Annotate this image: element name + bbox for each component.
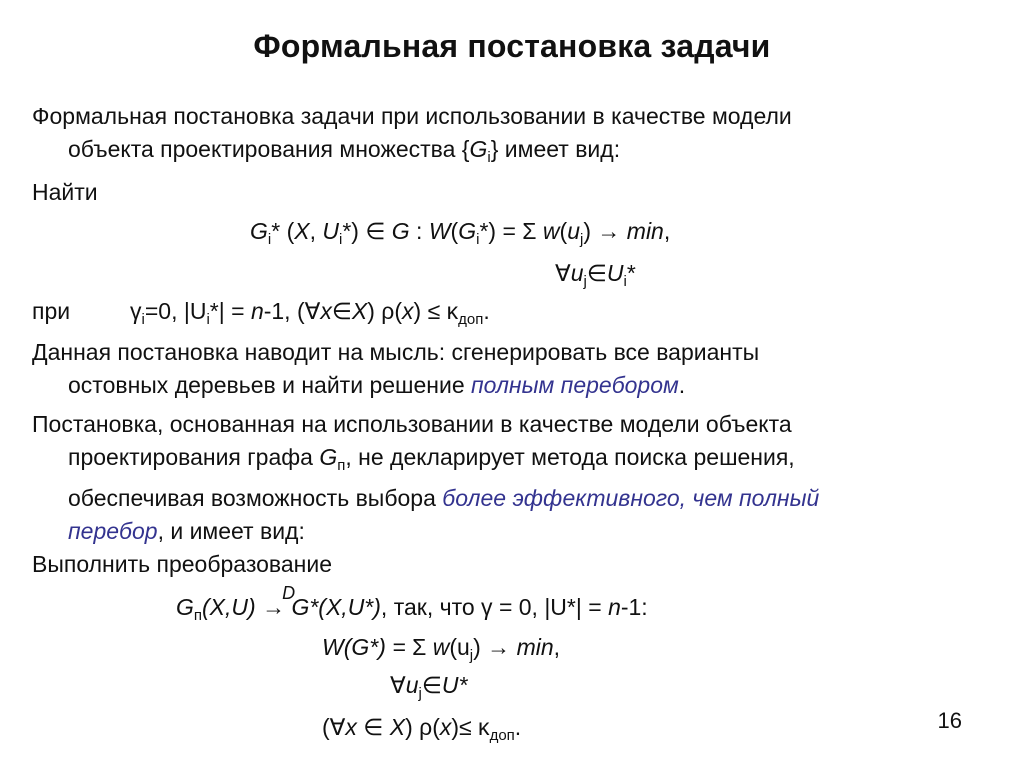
objective-summation-range: $\forall u_j\in U_i*$ (555, 260, 636, 290)
weight-summation-range: $\forall u_j\in U*$ (390, 672, 468, 702)
transform-formula: $G_п(X,U)$ → D G*(X,U*), так, что γ = 0, |U*| = n-1: (176, 583, 648, 624)
highlight-full-search: полным перебором (471, 372, 679, 398)
constraint-formula: $\gamma_i=0$, $|U_i*| = n-1$, (∀x∈X) $\rho(x) \le \kappa_{доп}$. (130, 298, 490, 328)
find-label: Найти (32, 179, 98, 205)
transform-arrow-icon: → D (262, 583, 296, 620)
intro-paragraph: Формальная постановка задачи при использовании в качестве модели объекта проектирования множества $\{G_i\}$ имеет вид: (32, 103, 792, 166)
transform-label: Выполнить преобразование (32, 551, 332, 577)
slide-title: Формальная постановка задачи (253, 28, 771, 64)
constraint-formula-2: (∀x ∈ X) $\rho(x)\le \kappa_{доп}$. (322, 714, 522, 744)
graph-paragraph: Постановка, основанная на использовании в качестве модели объекта проектирования графа $G_п$, не декларирует метода поиска решения, обеспечивая возможность выбора более эффективного, чем полный перебор, и имеет вид: (32, 411, 820, 544)
constraint-label: при (32, 298, 71, 324)
weight-formula: W(G*) = Σ $w(u_j) \to \min$, (322, 634, 561, 664)
highlight-search: перебор (68, 518, 158, 544)
objective-formula: $G_i*$ (X, $U_i*$) ∈ G : $W(G_i*) = \Sigma$ $w(u_j) \to \min$, (250, 218, 671, 248)
page-number: 16 (937, 708, 962, 733)
highlight-more-efficient: более эффективного, чем полный (442, 485, 820, 511)
enumeration-paragraph: Данная постановка наводит на мысль: сгенерировать все варианты остовных деревьев и найти решение полным перебором. (32, 339, 760, 398)
